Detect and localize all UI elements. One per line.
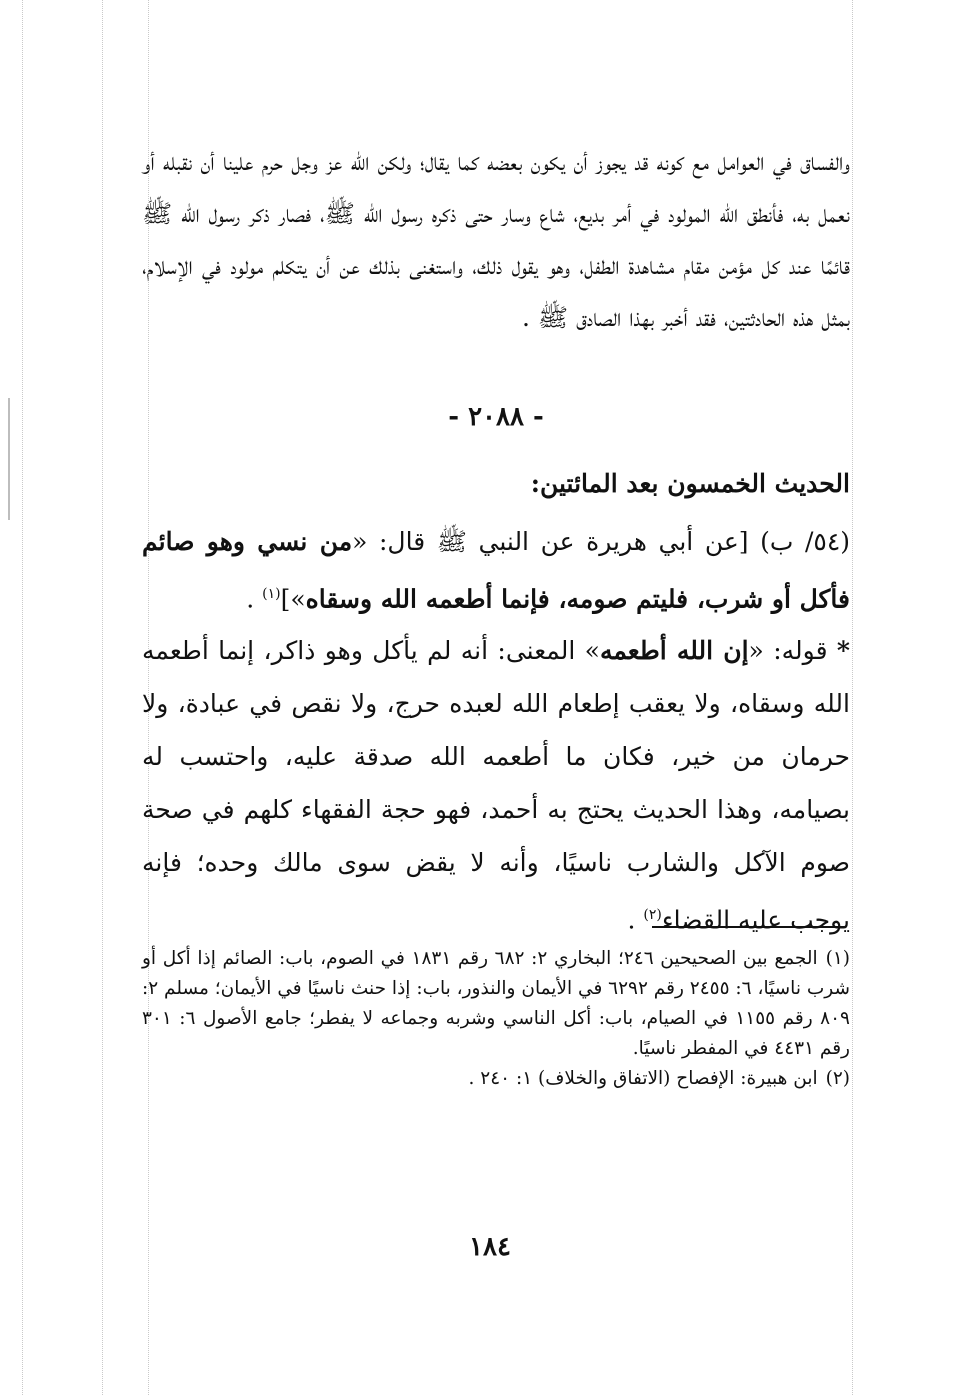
footnote-text: الجمع بين الصحيحين ٢٤٦؛ البخاري ٢: ٦٨٢ رقم ١٨٣١ في الصوم، باب: الصائم إذا أكل أو شرب ناسيًا، ٦: ٢٤٥٥ رقم ٦٢٩٢ في الأيمان والنذور، باب: إذا حنث ناسيًا في الأيمان؛ مسلم ٢: ٨٠٩ رقم ١١٥٥ في الصيام، باب: أكل الناسي وشربه وجماعه لا يفطر؛ جامع الأصول ٦: ٣٠١ رقم ٤٤٣١ في المفطر ناسيًا. — [142, 948, 850, 1059]
hadith-close: »] — [280, 584, 306, 614]
scan-edge-mark — [8, 398, 10, 520]
page-number: ١٨٤ — [469, 1232, 511, 1262]
commentary-quote: إن الله أطعمه — [599, 636, 749, 665]
star-marker: * — [836, 636, 850, 665]
footnotes — [142, 944, 850, 1094]
footnote-text: ابن هبيرة: الإفصاح (الاتفاق والخلاف) ١: ٢٤٠ . — [468, 1068, 818, 1089]
footnote-number: (٢) — [825, 1068, 850, 1089]
hadith-quote: من نسي وهو صائم فأكل أو شرب، فليتم صومه، فإنما أطعمه الله وسقاه — [142, 527, 850, 614]
footnote — [142, 944, 850, 1064]
commentary-intro: قوله: « — [748, 636, 837, 665]
scan-artifact — [102, 0, 103, 1395]
commentary-body: » المعنى: أنه لم يأكل وهو ذاكر، إنما أطعمه الله وسقاه، ولا يعقب إطعام الله لعبده حرج، ولا نقص في عبادة، ولا حرمان من خير، فكان ما أطعمه الله صدقة عليه، واحتسب له بصيامه، وهذا الحديث يحتج به أحمد، فهو حجة الفقهاء كلهم في صحة صوم الآكل والشارب ناسيًا، وأنه لا يقض سوى مالك وحده؛ فإنه يوجب عليه القضاء — [142, 636, 850, 935]
footnote-marker[interactable]: (٢) — [643, 907, 662, 923]
section-title: الحديث الخمسون بعد المائتين: — [530, 469, 850, 498]
commentary-end: . — [627, 905, 644, 935]
hadith-number: - ٢٠٨٨ - — [448, 402, 544, 432]
hadith-text — [142, 516, 850, 625]
footnote-marker[interactable]: (١) — [262, 586, 281, 602]
footnote — [142, 1064, 850, 1094]
hadith-reference: (٥٤/ ب) [عن أبي هريرة عن النبي ﷺ قال: « — [352, 527, 851, 556]
hadith-end: . — [246, 584, 263, 614]
scan-artifact — [22, 0, 23, 1395]
body-paragraph: والفساق في العوامل مع كونه قد يجوز أن يكون بعضه كما يقال؛ ولكن الله عز وجل حرم علينا أن نقبله أو نعمل به، فأنطق الله المولود في أمر بديع، شاع وسار حتى ذكره رسول الله ﷺ، فصار ذكر رسول الله ﷺ قائمًا عند كل مؤمن مقام مشاهدة الطفل، وهو يقول ذلك، واستغنى بذلك عن أن يتكلم مولود في الإسلام، بمثل هذه الحادثتين، فقد أخبر بهذا الصادق ﷺ . — [142, 147, 850, 332]
footnote-number: (١) — [825, 948, 850, 969]
scan-artifact — [852, 0, 853, 1395]
footnote-separator — [652, 926, 846, 928]
commentary-paragraph — [142, 624, 850, 946]
